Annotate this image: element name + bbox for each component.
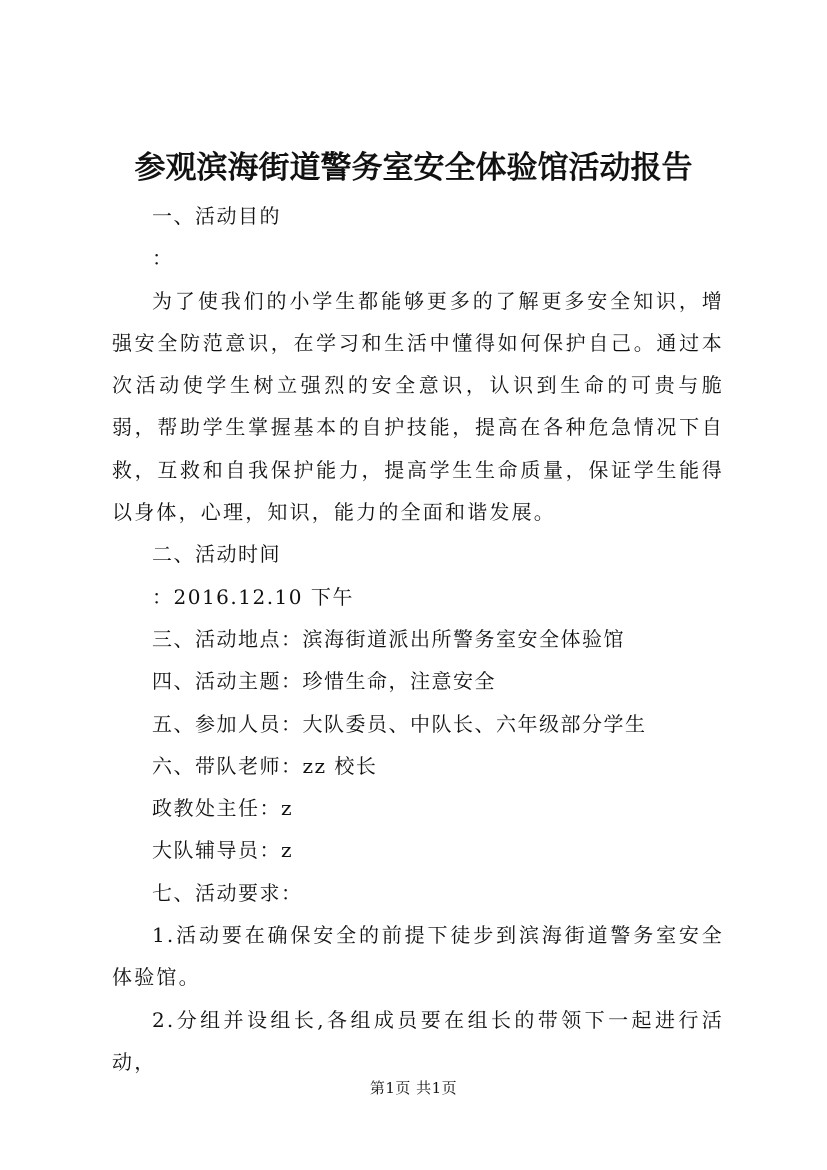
document-body	[112, 195, 724, 1083]
section-heading-time: 二、活动时间	[152, 542, 281, 567]
director: 政教处主任：z	[152, 796, 294, 821]
lead-teacher: 六、带队老师：zz 校长	[152, 753, 378, 778]
colon-line: ：	[152, 246, 174, 271]
counselor: 大队辅导员：z	[152, 838, 294, 863]
section-heading-purpose: 一、活动目的	[152, 204, 281, 228]
requirement-2: 2.分组并设组长,各组成员要在组长的带领下一起进行活动，	[112, 1007, 724, 1074]
activity-time: ：2016.12.10 下午	[152, 584, 354, 609]
page-footer: 第1页 共1页	[369, 1079, 458, 1097]
activity-theme: 四、活动主题：珍惜生命，注意安全	[152, 669, 496, 694]
requirement-1: 1.活动要在确保安全的前提下徒步到滨海街道警务室安全体验馆。	[112, 923, 724, 990]
activity-location: 三、活动地点：滨海街道派出所警务室安全体验馆	[152, 626, 625, 651]
participants: 五、参加人员：大队委员、中队长、六年级部分学生	[152, 711, 647, 736]
purpose-paragraph: 为了使我们的小学生都能够更多的了解更多安全知识，增强安全防范意识，在学习和生活中懂得如何保护自己。通过本次活动使学生树立强烈的安全意识，认识到生命的可贵与脆弱，帮助学生掌握基本的自护技能，提高在各种危急情况下自救，互救和自我保护能力，提高学生生命质量，保证学生能得以身体，心理，知识，能力的全面和谐发展。	[112, 288, 724, 525]
document-title: 参观滨海街道警务室安全体验馆活动报告	[134, 150, 693, 186]
section-heading-requirements: 七、活动要求：	[152, 880, 303, 905]
